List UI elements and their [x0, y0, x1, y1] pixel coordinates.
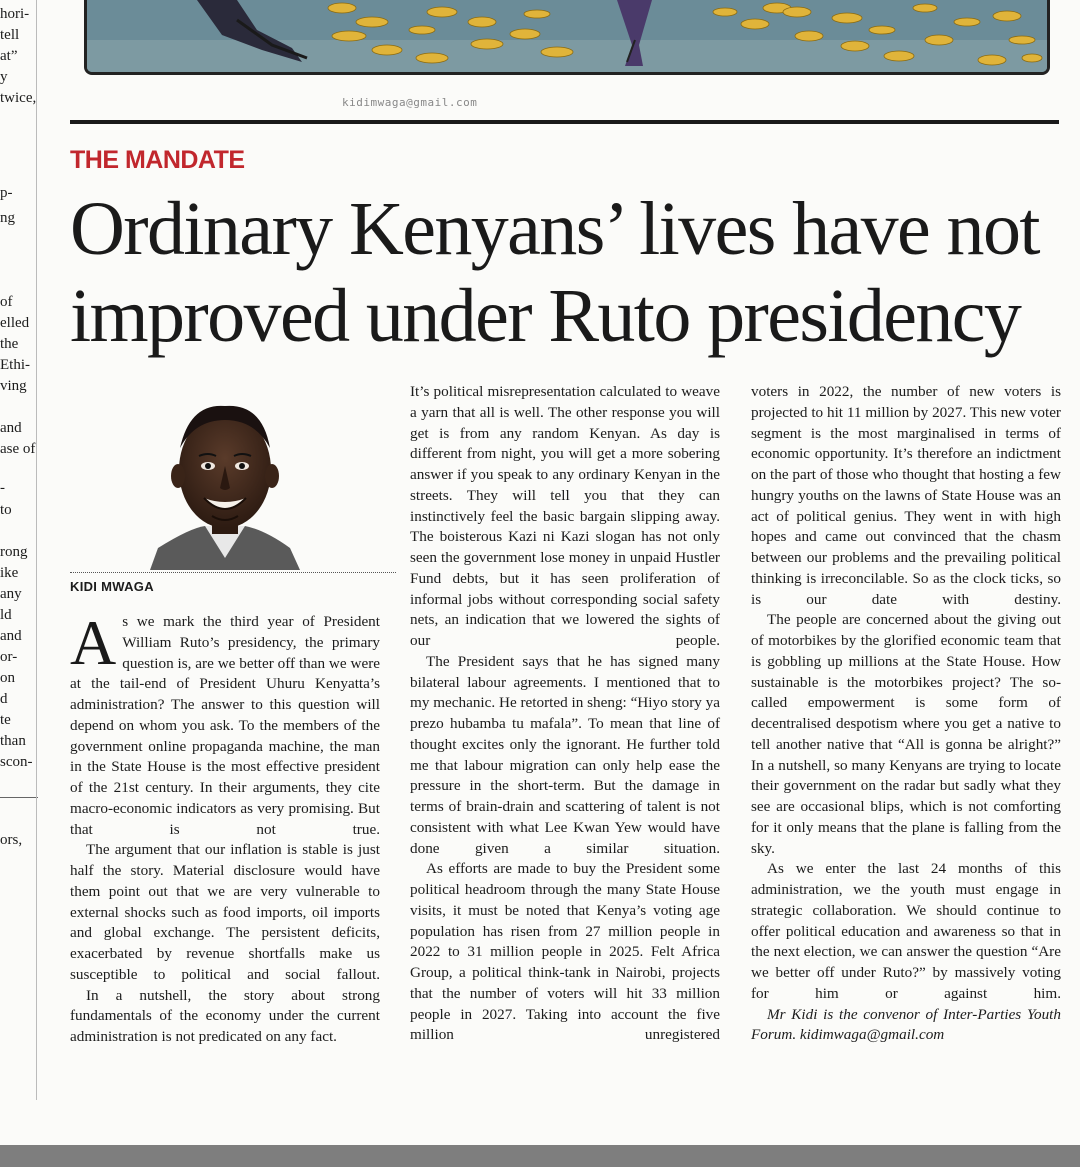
gutter-line — [36, 0, 37, 1100]
article-paragraph: The President says that he has signed many bilateral labour agreements. I mentioned that to my mechanic. He retorted in sheng: “Hiyo story ya prezo hubamba tu mafala”. To mean that line of thought excites only the ignorant. He further told me that labour migration can only help ease the pressure in the short-term. But the damage in terms of brain-drain and scattering of talent is not consistent with what Lee Kwan Yew would have done given a similar situation. — [410, 652, 720, 857]
fragment-text: at” — [0, 48, 18, 64]
fragment-text: or- — [0, 649, 18, 665]
fragment-text: and — [0, 628, 22, 644]
fragment-text: elled — [0, 315, 30, 331]
fragment-text: ase of — [0, 441, 36, 457]
cartoon-illustration — [84, 0, 1050, 75]
headline-line: Ordinary Kenyans’ lives have not — [70, 187, 1039, 271]
article-paragraph: voters in 2022, the number of new voters is projected to hit 11 million by 2027. This new voter segment is the most marginalised in terms of economic opportunity. It’s therefore an indictment on the part of those who thought that hosting a few hungry youths on the lawns of State House was an act of political genius. They went in with high hopes and came out convinced that the chasm between our problems and the prevailing political thinking is irreconcilable. So as the clock ticks, so is our date with destiny. — [751, 383, 1061, 608]
article-paragraph: The argument that our inflation is stable is just half the story. Material disclosure would have them point out that we are very vulnerable to external shocks such as food imports, oil imports and global exchange. The persistent deficits, exacerbated by revenue shortfalls make us susceptible to political and social fallout. — [70, 841, 380, 983]
fragment-text: p- — [0, 185, 13, 201]
fragment-text: any — [0, 586, 22, 602]
article-paragraph: It’s political misrepresentation calculated to weave a yarn that all is well. The other response you will get is from any random Kenyan. As day is different from night, you will get a more sobering answer if you speak to any ordinary Kenyan in the streets. They will tell you that they can instinctively feel the basic bargain slipping away. The boisterous Kazi ni Kazi slogan has not only seen the government lose money in unpaid Hustler Fund debts, but it has seen proliferation of informal jobs without corresponding social safety nets, an indication that we lowered the sights of our people. — [410, 383, 720, 649]
fragment-text: Ethi- — [0, 357, 30, 373]
fragment-text: tell — [0, 27, 20, 43]
fragment-text: d — [0, 691, 8, 707]
article-paragraph: As we enter the last 24 months of this administration, we the youth must engage in strategic collaboration. We should continue to offer political education and awareness so that in the next election, we can answer the question “Are we better off under Ruto?” by massively voting for him or against him. — [751, 860, 1061, 1002]
fragment-text: - — [0, 480, 5, 496]
fragment-text: ors, — [0, 832, 23, 848]
fragment-text: to — [0, 502, 12, 518]
section-rule — [70, 120, 1059, 124]
headline — [70, 186, 1070, 360]
adjacent-column-fragment — [0, 0, 36, 1145]
fragment-text: te — [0, 712, 11, 728]
cartoonist-email: kidimwaga@gmail.com — [342, 96, 478, 109]
fragment-text: y — [0, 69, 8, 85]
fragment-text: ike — [0, 565, 19, 581]
article-paragraph: In a nutshell, the story about strong fundamentals of the economy under the current administration is not predicated on any fact. — [70, 986, 380, 1045]
section-kicker: THE MANDATE — [70, 146, 245, 174]
fragment-text: the — [0, 336, 19, 352]
byline-rule — [70, 572, 396, 573]
drop-cap: A — [70, 607, 117, 678]
author-bio: Mr Kidi is the convenor of Inter-Parties Youth Forum. kidimwaga@gmail.com — [751, 1005, 1061, 1044]
fragment-text: twice, — [0, 90, 36, 106]
fragment-text: on — [0, 670, 15, 686]
column-divider — [0, 797, 38, 798]
article-column-2 — [410, 382, 720, 1046]
fragment-text: of — [0, 294, 13, 310]
article-paragraph: As efforts are made to buy the President some political headroom through the many State House visits, it must be noted that Kenya’s voting age population has risen from 27 million people in 2022 to 31 million people in 2025. Felt Africa Group, a political think-tank in Nairobi, projects that the number of voters will hit 33 million people in 2027. Taking into account the five million unregistered — [410, 860, 720, 1044]
fragment-text: rong — [0, 544, 28, 560]
fragment-text: than — [0, 733, 26, 749]
author-photo — [150, 398, 300, 570]
fragment-text: ving — [0, 378, 27, 394]
article-paragraph: The people are concerned about the giving out of motorbikes by the glorified economic team that is gobbling up millions at the State House. How sustainable is the motorbikes project? The so-called empowerment is some form of decentralised despotism where you get a native to tell another native that “All is gonna be alright?” In a nutshell, so many Kenyans are trying to locate their government on the radar but sadly what they see are occasional blips, which is not comforting for it only means that the plane is falling from the sky. — [751, 611, 1061, 857]
fragment-text: ng — [0, 210, 15, 226]
article-column-3 — [751, 382, 1061, 1046]
headline-line: improved under Ruto presidency — [70, 274, 1021, 358]
fragment-text: hori- — [0, 6, 30, 22]
paragraph-text: s we mark the third year of President William Ruto’s presidency, the primary question is, are we better off than we were at the tail-end of President Uhuru Kenyatta’s administration? The answer to this question will depend on whom you ask. To the members of the government online propaganda machine, the man in the State House is the most effective president of the 21st century. In their arguments, they cite macro-economic indicators as very promising. But that is not true. — [70, 613, 380, 838]
fragment-text: scon- — [0, 754, 33, 770]
bottom-bar — [0, 1145, 1080, 1167]
fragment-text: and — [0, 420, 22, 436]
article-column-1 — [70, 607, 380, 1048]
fragment-text: ld — [0, 607, 12, 623]
author-byline: KIDI MWAGA — [70, 579, 154, 594]
article-paragraph — [70, 607, 380, 840]
